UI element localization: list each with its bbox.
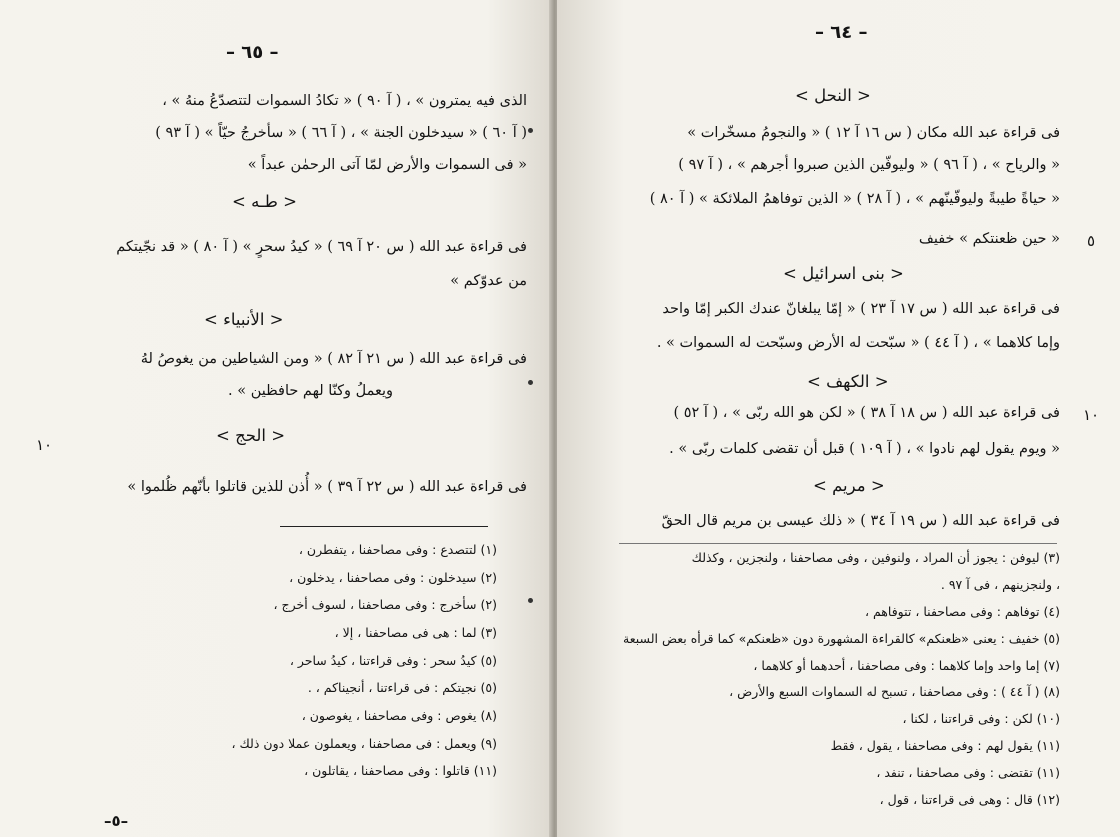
text-line: « فى السموات والأرض لمّا آتى الرحمٰن عبداً » xyxy=(247,157,527,173)
footnote: ، ولنجزينهم ، فى آ ٩٧ . xyxy=(940,577,1060,592)
text-line: « ويوم يقول لهم نادوا » ، ( آ ١٠٩ ) قبل أن تقضى كلمات ربّى » . xyxy=(669,441,1060,457)
line-number: ١٠ xyxy=(36,436,53,454)
footnote: (١) لتتصدع : وفى مصاحفنا ، يتفطرن ، xyxy=(298,542,497,557)
text-line: فى قراءة عبد الله ( س ٢٠ آ ٦٩ ) « كيدُ سحرٍ » ( آ ٨٠ ) « قد نجّيتكم xyxy=(116,239,527,255)
text-line: فى قراءة عبد الله ( س ١٧ آ ٢٣ ) « إمّا يبلغانّ عندك الكبر إمّا واحد xyxy=(662,301,1060,317)
footnote: (١١) تقتضى : وفى مصاحفنا ، تنفد ، xyxy=(876,765,1060,780)
section-heading: < طـه > xyxy=(232,192,297,211)
footnote: (٥) خفيف : يعنى «ظعنكم» كالقراءة المشهورة دون «ظعنكم» كما قرأه بعض السبعة xyxy=(623,631,1060,646)
footnote: (٤) توفاهم : وفى مصاحفنا ، تتوفاهم ، xyxy=(864,604,1060,619)
footnote: (١١) يقول لهم : وفى مصاحفنا ، يقول ، فقط xyxy=(830,738,1060,753)
footnote: (٧) إما واحد وإما كلاهما : وفى مصاحفنا ، أحدهما أو كلاهما ، xyxy=(753,658,1060,673)
footnote: (٢) سأخرج : وفى مصاحفنا ، لسوف أخرج ، xyxy=(273,597,497,612)
section-heading: < الأنبياء > xyxy=(204,310,284,329)
footnote-rule xyxy=(280,526,488,527)
right-page xyxy=(557,0,1120,837)
section-heading: < الحج > xyxy=(216,426,286,445)
section-heading: < الكهف > xyxy=(807,372,889,391)
footnote: (٥) كيدُ سحر : وفى قراءتنا ، كيدُ ساحر ، xyxy=(289,653,497,668)
footnote: (٩) ويعمل : فى مصاحفنا ، ويعملون عملا دون ذلك ، xyxy=(231,736,497,751)
footnote: (٣) ليوفن : يجوز أن المراد ، ولنوفين ، وفى مصاحفنا ، ولنجزين ، وكذلك xyxy=(691,550,1060,565)
text-line: فى قراءة عبد الله ( س ١٨ آ ٣٨ ) « لكن هو الله ربّى » ، ( آ ٥٢ ) xyxy=(673,405,1060,421)
footnote: (٢) سيدخلون : وفى مصاحفنا ، يدخلون ، xyxy=(289,570,497,585)
binding-hole-dot xyxy=(528,380,533,385)
binding-hole-dot xyxy=(528,598,533,603)
text-line: الذى فيه يمترون » ، ( آ ٩٠ ) « تكادُ السموات لتتصدّعُ منهُ » ، xyxy=(162,93,527,109)
text-line: فى قراءة عبد الله ( س ٢١ آ ٨٢ ) « ومن الشياطين من يغوصُ لهُ xyxy=(140,351,527,367)
line-number: ١٠ xyxy=(1083,406,1100,424)
footnote-rule xyxy=(619,543,1057,544)
footnote: (٣) لما : هى فى مصاحفنا ، إلا ، xyxy=(334,625,497,640)
signature-mark: –٥– xyxy=(104,812,129,830)
footnote: (١١) قاتلوا : وفى مصاحفنا ، يقاتلون ، xyxy=(304,763,497,778)
text-line: فى قراءة عبد الله ( س ٢٢ آ ٣٩ ) « أُذن للذين قاتلوا بأنّهم ظُلموا » xyxy=(127,479,527,495)
text-line: فى قراءة عبد الله ( س ١٩ آ ٣٤ ) « ذلك عيسى بن مريم قال الحقّ xyxy=(661,513,1060,529)
text-line: ( آ ٦٠ ) « سيدخلون الجنة » ، ( آ ٦٦ ) « سأخرجُ حيّاً » ( آ ٩٣ ) xyxy=(155,125,527,141)
text-line: « والرياح » ، ( آ ٩٦ ) « وليوفّين الذين صبروا أجرهم » ، ( آ ٩٧ ) xyxy=(678,157,1060,173)
section-heading: < بنى اسرائيل > xyxy=(783,264,904,283)
binding-hole-dot xyxy=(528,128,533,133)
text-line: من عدوّكم » xyxy=(450,273,527,289)
text-line: وإما كلاهما » ، ( آ ٤٤ ) « سبّحت له الأرض وسبّحت له السموات » . xyxy=(656,335,1060,351)
text-line: « حين ظعنتكم » خفيف xyxy=(918,231,1060,247)
section-heading: < النحل > xyxy=(795,86,871,105)
footnote: (١٢) قال : وهى فى قراءتنا ، قول ، xyxy=(879,792,1060,807)
section-heading: < مريم > xyxy=(813,476,885,495)
line-number: ٥ xyxy=(1087,232,1096,250)
footnote: (٨) ( آ ٤٤ ) : وفى مصاحفنا ، تسبح له السماوات السبع والأرض ، xyxy=(729,684,1060,699)
text-line: « حياةً طيبةً وليوفّينّهم » ، ( آ ٢٨ ) « الذين توفاهمُ الملائكة » ( آ ٨٠ ) xyxy=(649,191,1060,207)
page-number: – ٦٥ – xyxy=(226,42,279,63)
footnote: (٥) نجيتكم : فى قراءتنا ، أنجيناكم ، . xyxy=(307,680,497,695)
page-number: – ٦٤ – xyxy=(815,22,868,43)
footnote: (٨) يغوص : وفى مصاحفنا ، يغوصون ، xyxy=(301,708,497,723)
text-line: فى قراءة عبد الله مكان ( س ١٦ آ ١٢ ) « والنجومُ مسخّرات » xyxy=(687,125,1060,141)
footnote: (١٠) لكن : وفى قراءتنا ، لكنا ، xyxy=(902,711,1060,726)
text-line: ويعملُ وكنّا لهم حافظين » . xyxy=(228,383,393,399)
left-page xyxy=(0,0,553,837)
